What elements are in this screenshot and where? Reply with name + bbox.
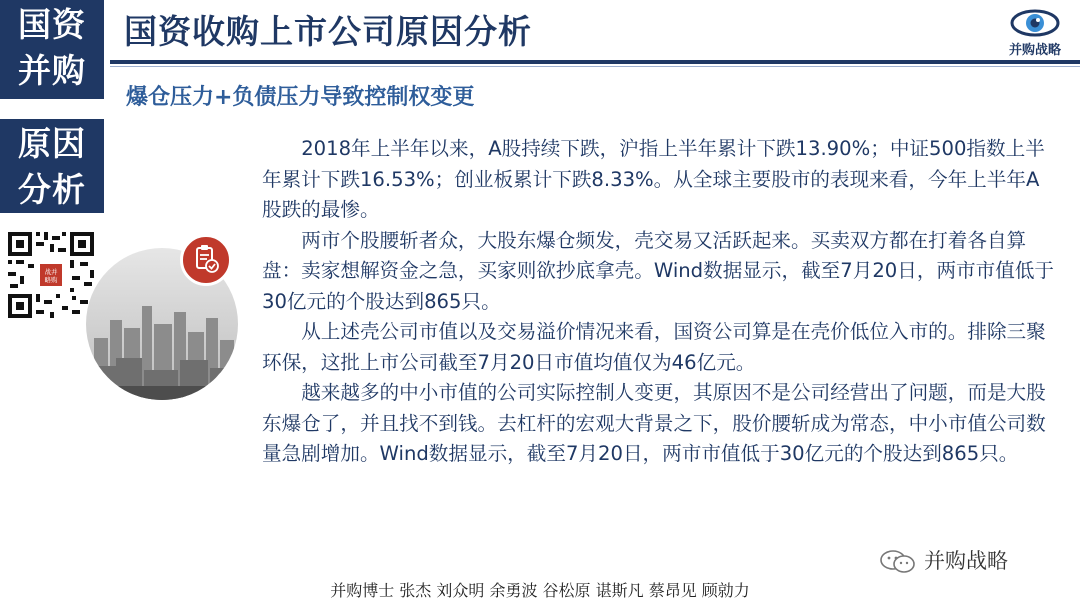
section-tag-line: 国资 (18, 5, 86, 44)
paragraph: 从上述壳公司市值以及交易溢价情况来看，国资公司算是在壳价低位入市的。排除三聚环保，这批上市公司截至7月20日市值均值仅为46亿元。 (262, 320, 1046, 374)
section-tag-box (0, 0, 104, 99)
section-subtitle: 爆仓压力+负债压力导致控制权变更 (126, 85, 475, 110)
paragraph: 两市个股腰斩者众，大股东爆仓频发，壳交易又活跃起来。买卖双方都在打着各自算盘：卖家想解资金之急，买家则欲抄底拿壳。Wind数据显示，截至7月20日，两市市值低于30亿元的个股达到865只。 (262, 228, 1055, 313)
page-title: 国资收购上市公司原因分析 (124, 12, 532, 51)
watermark-text: 并购战略 (924, 549, 1008, 573)
title-bar (110, 0, 1080, 70)
title-divider-thin (110, 66, 1080, 67)
subsection-tag-line: 分析 (18, 170, 86, 209)
title-divider (110, 60, 1080, 64)
qr-center-badge: 战并 (44, 268, 58, 276)
wechat-icon (878, 549, 918, 575)
paragraph: 越来越多的中小市值的公司实际控制人变更，其原因不是公司经营出了问题，而是大股东爆仓了，并且找不到钱。去杠杆的宏观大背景之下，股价腰斩成为常态，中小市值公司数量急剧增加。Wind数据显示，截至7月20日，两市市值低于30亿元的个股达到865只。 (262, 381, 1046, 465)
brand-logo-text: 并购战略 (1008, 43, 1061, 58)
brand-logo (1000, 8, 1070, 58)
subsection-tag-line: 原因 (18, 124, 86, 163)
section-tag-line: 并购 (18, 51, 86, 90)
clipboard-check-icon (183, 237, 229, 283)
report-badge (180, 234, 232, 286)
qr-code (6, 230, 96, 320)
authors-footer: 并购博士 张杰 刘众明 余勇波 谷松原 谌斯凡 蔡昂见 顾勍力 (330, 581, 750, 600)
eye-icon (1010, 8, 1060, 38)
paragraph: 2018年上半年以来，A股持续下跌，沪指上半年累计下跌13.90%；中证500指数上半年累计下跌16.53%；创业板累计下跌8.33%。从全球主要股市的表现来看，今年上半年A股跌的最惨。 (262, 137, 1045, 221)
wechat-watermark (878, 545, 1008, 575)
article-body (262, 134, 1058, 470)
svg-text:略购: 略购 (44, 276, 58, 284)
subsection-tag-box (0, 119, 104, 213)
